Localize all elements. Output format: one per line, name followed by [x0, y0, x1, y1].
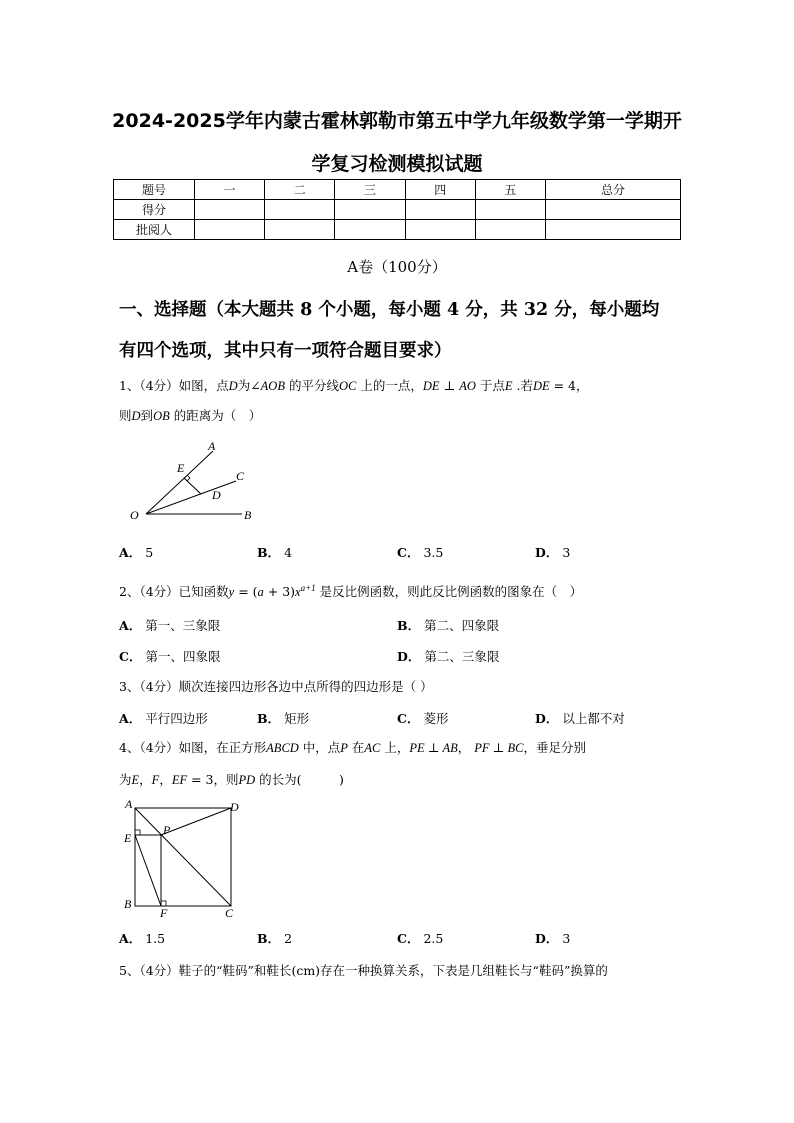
- q1-angle-figure: [118, 436, 268, 528]
- row-label-grader: 批阅人: [114, 220, 195, 240]
- label-c: C: [225, 906, 234, 918]
- label-b: B: [124, 897, 132, 911]
- q4-text: ，: [457, 740, 475, 755]
- option-text: 以上都不对: [562, 711, 625, 726]
- q1-text: 于点: [475, 378, 505, 393]
- option-letter: B．: [257, 545, 281, 560]
- right-angle-mark: [187, 475, 190, 481]
- option-letter: C．: [119, 649, 142, 664]
- option-letter: C．: [397, 711, 420, 726]
- q4-text: 在: [347, 740, 365, 755]
- math-var: y: [228, 585, 235, 600]
- option-letter: B．: [257, 931, 281, 946]
- segment-ef: [135, 835, 161, 906]
- option-letter: D．: [535, 545, 559, 560]
- q1-text: = 4，: [549, 378, 589, 393]
- option-letter: B．: [257, 711, 281, 726]
- score-table-row-grader: [114, 220, 681, 240]
- label-c: C: [236, 469, 245, 483]
- header-cell-1: 一: [195, 180, 265, 200]
- q1-option-d[interactable]: [535, 543, 570, 561]
- math-expr: PE ⊥ AB: [409, 741, 458, 755]
- header-cell-2: 二: [265, 180, 335, 200]
- q1-text: 的平分线: [284, 378, 339, 393]
- math-var: a: [257, 585, 264, 600]
- grader-cell[interactable]: [195, 220, 265, 240]
- volume-heading: A卷（100分）: [347, 258, 447, 276]
- q4-option-d[interactable]: [535, 929, 570, 947]
- q4-text: 上，: [380, 740, 410, 755]
- q1-text: ⊥: [439, 378, 460, 393]
- option-letter: D．: [535, 931, 559, 946]
- q5-text: [119, 961, 608, 981]
- ray-oc: [146, 481, 236, 514]
- q4-text: 中，点: [298, 740, 341, 755]
- math-var: DE: [532, 379, 550, 393]
- label-a: A: [125, 797, 133, 811]
- score-cell[interactable]: [475, 200, 545, 220]
- q4-option-a[interactable]: [119, 929, 165, 947]
- math-var: E: [131, 773, 140, 787]
- q1-text: 为∠: [237, 378, 261, 393]
- segment-pd: [161, 808, 231, 835]
- q2-option-c[interactable]: [119, 647, 220, 665]
- math-var: OC: [338, 379, 357, 393]
- math-var: x: [295, 585, 301, 600]
- option-letter: D．: [535, 711, 559, 726]
- q1-text-line1: [119, 376, 589, 396]
- q1-text: 到: [140, 408, 154, 423]
- q4-text-line1: [119, 738, 586, 758]
- q4-text-line2: [119, 770, 344, 790]
- score-table-header-row: [114, 180, 681, 200]
- math-var: PD: [238, 773, 256, 787]
- q5-unit: (cm): [291, 963, 321, 978]
- q4-option-c[interactable]: [397, 929, 443, 947]
- exam-title-line2: 学复习检测模拟试题: [311, 153, 483, 175]
- math-var: AC: [364, 741, 381, 755]
- diagonal-ac: [135, 808, 231, 906]
- q4-text: 为: [119, 772, 132, 787]
- option-letter: C．: [397, 931, 420, 946]
- q1-text: 的距离为（ ）: [169, 408, 262, 423]
- q1-text-line2: [119, 406, 261, 426]
- option-text: 第二、三象限: [424, 649, 500, 664]
- q1-text: 则: [119, 408, 132, 423]
- math-var: E: [504, 379, 513, 393]
- math-op: + 3): [263, 584, 296, 600]
- q1-prefix: 1、（4分）如图，点: [119, 378, 229, 393]
- score-cell[interactable]: [405, 200, 475, 220]
- segment-de: [184, 478, 201, 494]
- option-text: 1.5: [145, 931, 166, 946]
- math-op: = (: [234, 584, 258, 600]
- q3-option-b[interactable]: [257, 709, 309, 727]
- q2-option-b[interactable]: [397, 616, 499, 634]
- option-text: 4: [284, 545, 293, 560]
- score-table: [113, 179, 681, 240]
- label-p: P: [163, 823, 171, 837]
- label-o: O: [130, 508, 139, 522]
- q4-square-figure: [120, 796, 245, 918]
- q5-suffix: 存在一种换算关系，下表是几组鞋长与“鞋码”换算的: [320, 963, 608, 978]
- header-cell-number: 题号: [114, 180, 195, 200]
- math-var: DE: [422, 379, 440, 393]
- q1-text: .若: [512, 378, 533, 393]
- exam-title-line1: 2024-2025学年内蒙古霍林郭勒市第五中学九年级数学第一学期开: [112, 110, 682, 132]
- q4-text: 的长为( ): [255, 772, 344, 787]
- label-d: D: [230, 800, 239, 814]
- option-text: 平行四边形: [145, 711, 208, 726]
- header-cell-3: 三: [335, 180, 405, 200]
- math-exponent: a+1: [300, 583, 316, 593]
- header-cell-total: 总分: [546, 180, 681, 200]
- q1-option-b[interactable]: [257, 543, 292, 561]
- grader-cell[interactable]: [265, 220, 335, 240]
- label-f: F: [160, 906, 168, 918]
- math-var: P: [340, 741, 348, 755]
- q5-prefix: 5、（4分）鞋子的“鞋码”和鞋长: [119, 963, 292, 978]
- q2-prefix: 2、（4分）已知函数: [119, 584, 229, 600]
- option-text: 3: [562, 931, 571, 946]
- math-var: OB: [153, 409, 170, 423]
- header-cell-5: 五: [475, 180, 545, 200]
- q2-text: [119, 578, 582, 602]
- option-text: 第一、三象限: [145, 618, 221, 633]
- math-expr: PF ⊥ BC: [474, 741, 524, 755]
- math-var: EF: [171, 773, 188, 787]
- label-d: D: [212, 488, 221, 502]
- score-table-row-score: [114, 200, 681, 220]
- label-a: A: [208, 439, 216, 453]
- math-var: D: [131, 409, 141, 423]
- q4-prefix: 4、（4分）如图，在正方形: [119, 740, 267, 755]
- option-letter: A．: [119, 618, 142, 633]
- row-label-score: 得分: [114, 200, 195, 220]
- q4-text: = 3，则: [187, 772, 239, 787]
- q1-option-a[interactable]: [119, 543, 153, 561]
- label-e: E: [177, 461, 185, 475]
- header-cell-4: 四: [405, 180, 475, 200]
- grader-cell[interactable]: [405, 220, 475, 240]
- q2-suffix: 是反比例函数，则此反比例函数的图象在（ ）: [315, 584, 583, 600]
- math-var: F: [151, 773, 160, 787]
- option-text: 2: [284, 931, 293, 946]
- section1-heading-line1: 一、选择题（本大题共 8 个小题，每小题 4 分，共 32 分，每小题均: [119, 300, 660, 320]
- label-b: B: [244, 508, 252, 522]
- option-text: 菱形: [423, 711, 449, 726]
- option-text: 矩形: [284, 711, 310, 726]
- score-cell[interactable]: [546, 200, 681, 220]
- q3-option-c[interactable]: [397, 709, 448, 727]
- q4-text: ，: [159, 772, 172, 787]
- score-cell[interactable]: [195, 200, 265, 220]
- option-letter: B．: [397, 618, 421, 633]
- option-letter: D．: [397, 649, 421, 664]
- section1-heading-line2: 有四个选项，其中只有一项符合题目要求）: [119, 341, 452, 361]
- math-var: AO: [459, 379, 476, 393]
- q3-option-a[interactable]: [119, 709, 208, 727]
- q4-text: ，: [139, 772, 152, 787]
- q3-option-d[interactable]: [535, 709, 625, 727]
- label-e: E: [124, 831, 132, 845]
- option-letter: C．: [397, 545, 420, 560]
- q3-text: 3、（4分）顺次连接四边形各边中点所得的四边形是（ ）: [119, 679, 433, 694]
- grader-cell[interactable]: [546, 220, 681, 240]
- option-text: 2.5: [423, 931, 444, 946]
- q1-option-c[interactable]: [397, 543, 443, 561]
- right-angle-mark-e: [135, 830, 140, 835]
- option-letter: A．: [119, 711, 142, 726]
- q4-option-b[interactable]: [257, 929, 292, 947]
- option-letter: A．: [119, 545, 142, 560]
- score-cell[interactable]: [265, 200, 335, 220]
- option-letter: A．: [119, 931, 142, 946]
- math-var: D: [228, 379, 238, 393]
- option-text: 3.5: [423, 545, 444, 560]
- score-cell[interactable]: [335, 200, 405, 220]
- q4-text: ，垂足分别: [523, 740, 586, 755]
- q2-option-d[interactable]: [397, 647, 499, 665]
- option-text: 第一、四象限: [145, 649, 221, 664]
- q2-option-a[interactable]: [119, 616, 220, 634]
- math-var: ABCD: [266, 741, 299, 755]
- math-var: AOB: [260, 379, 285, 393]
- option-text: 第二、四象限: [424, 618, 500, 633]
- option-text: 3: [562, 545, 571, 560]
- grader-cell[interactable]: [475, 220, 545, 240]
- q1-text: 上的一点，: [356, 378, 423, 393]
- grader-cell[interactable]: [335, 220, 405, 240]
- option-text: 5: [145, 545, 154, 560]
